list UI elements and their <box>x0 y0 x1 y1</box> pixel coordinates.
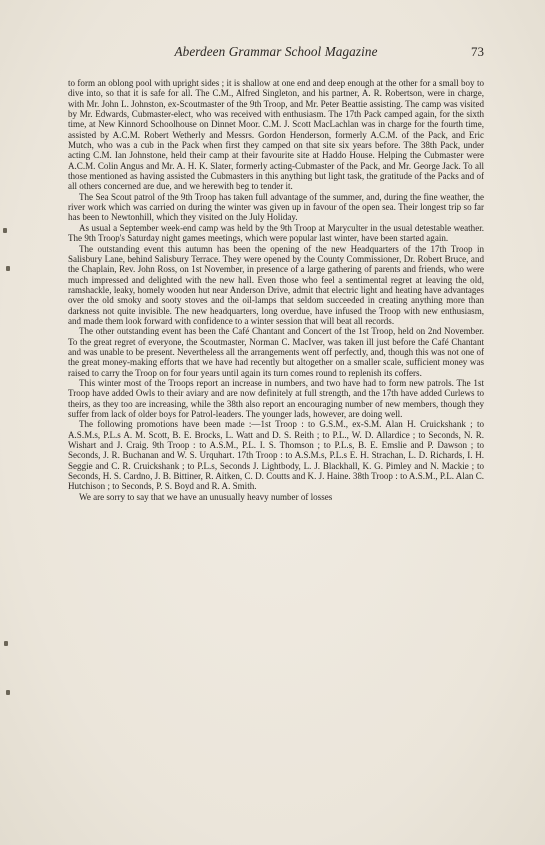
paragraph-losses: We are sorry to say that we have an unusually heavy number of losses <box>79 491 333 502</box>
margin-speck <box>4 641 8 646</box>
paragraph-new-headquarters: The outstanding event this autumn has been the opening of the new Headquarters of the 17th Troop in Salisbury Lane, behind Salisbury Terrace. They were opened by the County Commissioner, Dr. Robert Bruce, and the Chaplain, Rev. John Ross, on 1st November, in presence of a large gathering of parents and friends, who were much impressed and delighted with the new hall. Even those who feel a sentimental regret at leaving the old, ramshackle, leaky, homely wooden hut near Anderson Drive, admit that electric light and heating have advantages over the old smoky and sooty stoves and the oil-lamps that seldom succeeded in creating anything more than darkness not quite invisible. The new headquarters, long overdue, have infused the Troop with new enthusiasm, and made them look forward with confidence to a winter session that will beat all records. <box>68 243 484 326</box>
page-header <box>68 44 484 64</box>
margin-speck <box>3 228 7 233</box>
paragraph-cub-camps: to form an oblong pool with upright sides ; it is shallow at one end and deep enough at the other for a small boy to dive into, so that it is safe for all. The C.M., Alfred Singleton, and his partner, A. R. Robertson, were in charge, with Mr. John L. Johnston, ex-Scoutmaster of the 9th Troop, and Mr. Peter Beattie assisting. The camp was visited by Mr. Edwards, Cubmaster-elect, who was received with enthusiasm. The 17th Pack camped again, for the sixth time, at New Kinnord Schoolhouse on Dinnet Moor. C.M. J. Scott MacLachlan was in charge for the fourth time, assisted by A.C.M. Robert Wetherly and Messrs. Gordon Henderson, formerly A.C.M. of the Pack, and Eric Mutch, who was a cub in the Pack when first they camped on that site six years before. The 38th Pack, under acting C.M. Ian Johnstone, held their camp at their favourite site at Haddo House. Helping the Cubmaster were A.C.M. Colin Angus and Mr. A. H. K. Slater, formerly acting-Cubmaster of the Pack, and Mr. George Jack. To all those mentioned as having assisted the Cubmasters in this anything but light task, the gratitude of the Packs and of all others concerned are due, and we herewith beg to tender it. <box>68 78 484 192</box>
margin-speck <box>6 266 10 271</box>
page-number: 73 <box>471 44 484 59</box>
margin-speck <box>6 690 10 695</box>
paragraph-cafe-chantant: The other outstanding event has been the Café Chantant and Concert of the 1st Troop, held on 2nd November. To the great regret of everyone, the Scoutmaster, Norman C. MacIver, was taken ill just before the Café Chantant and was unable to be present. Nevertheless all the arrangements went off perfectly, and, though this was not one of the great money-making efforts that we have had recently but altogether on a smaller scale, sufficient money was raised to carry the Troop on for four years until again its turn comes round to replenish its coffers. <box>68 326 484 378</box>
paragraph-promotions: The following promotions have been made :—1st Troop : to G.S.M., ex-S.M. Alan H. Cruickshank ; to A.S.M.s, P.L.s A. M. Scott, B. E. Brocks, L. Watt and D. S. Reith ; to P.L., W. D. Allardice ; to Seconds, N. R. Wishart and J. Craig. 9th Troop : to A.S.M., P.L. I. S. Thomson ; to P.L.s, B. E. Emslie and P. Dawson ; to Seconds, J. R. Buchanan and W. S. Urquhart. 17th Troop : to A.S.M.s, P.L.s E. H. Strachan, L. D. Richards, I. H. Seggie and C. R. Cruickshank ; to P.L.s, Seconds J. Lightbody, L. J. Blackhall, K. G. Pimley and N. Mackie ; to Seconds, H. S. Cardno, J. B. Bittiner, R. Aitken, C. D. Coutts and K. J. Haine. 38th Troop : to A.S.M., P.L. Alan C. Hutchison ; to Seconds, P. S. Boyd and R. A. Smith. <box>68 419 484 492</box>
paragraph-sea-scouts: The Sea Scout patrol of the 9th Troop has taken full advantage of the summer, and, during the fine weather, the river work which was carried on during the winter was given up in favour of the open sea. Their longest trip so far has been to Newtonhill, which they visited on the July Holiday. <box>68 191 484 223</box>
article-body <box>68 78 484 502</box>
paragraph-september-camp: As usual a September week-end camp was held by the 9th Troop at Maryculter in the usual detestable weather. The 9th Troop's Saturday night games meetings, which were popular last winter, have been started again. <box>68 222 484 244</box>
paragraph-new-patrols: This winter most of the Troops report an increase in numbers, and two have had to form new patrols. The 1st Troop have added Owls to their aviary and are now definitely at full strength, and the 17th have added Curlews to theirs, as they too are increasing, while the 38th also report an encouraging number of new members, though they suffer from lack of older boys for Patrol-leaders. The younger lads, however, are doing well. <box>68 377 484 419</box>
running-title: Aberdeen Grammar School Magazine <box>174 44 378 59</box>
